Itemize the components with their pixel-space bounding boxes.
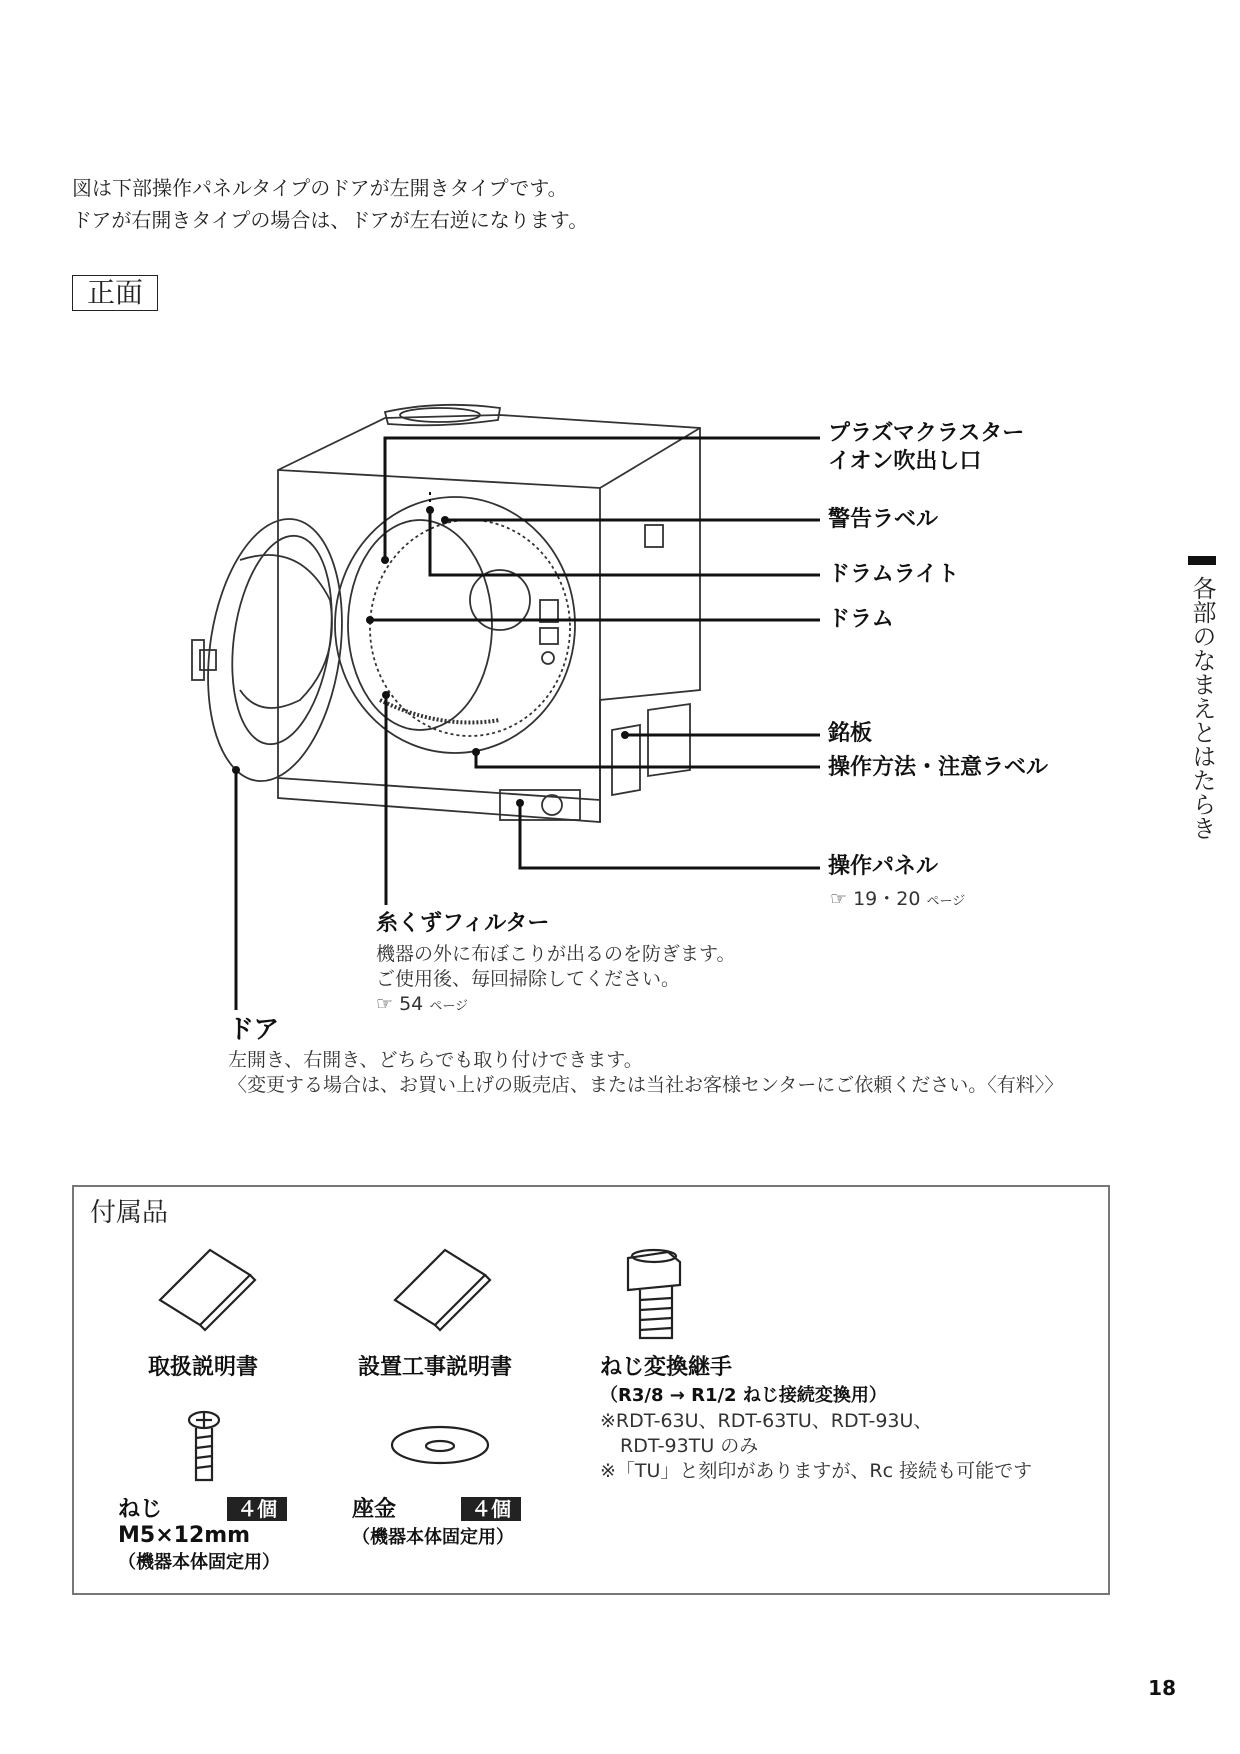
door-desc-line1: 左開き、右開き、どちらでも取り付けできます。 [228,1049,643,1071]
door-desc-line2: 〈変更する場合は、お買い上げの販売店、または当社お客様センターにご依頼ください。〈有料〉〉 [228,1074,1064,1096]
adapter-note-3: ※「TU」と刻印がありますが、Rc 接続も可能です [600,1460,1033,1482]
callout-warning-label: 警告ラベル [828,507,939,532]
accessory-adapter [600,1350,1032,1484]
washer-purpose: （機器本体固定用） [352,1527,514,1548]
intro-line-1: 図は下部操作パネルタイプのドアが左開きタイプです。 [72,176,568,200]
accessory-adapter-sub: （R3/8 → R1/2 ねじ接続変換用） [600,1385,887,1406]
callout-drum-light: ドラムライト [828,562,960,587]
accessory-washer [352,1492,521,1549]
lint-desc-line1: 機器の外に布ぼこりが出るのを防ぎます。 [376,943,736,965]
screw-count-badge: ４個 [227,1497,287,1521]
callout-control-panel: 操作パネル [828,854,939,879]
manual-book-shape [160,1250,250,1325]
pointing-hand-icon: ☞ [376,993,394,1015]
accessory-install-manual-label: 設置工事説明書 [358,1355,513,1380]
callout-plasma-line1: プラズマクラスター [828,421,1025,446]
accessory-manual-label: 取扱説明書 [148,1355,259,1380]
side-tab-title: 各部のなまえとはたらき [1188,576,1216,840]
lint-ref-unit: ページ [429,999,469,1014]
control-panel-ref-unit: ページ [926,894,966,909]
accessories-title: 付属品 [90,1198,169,1228]
accessory-screw [118,1492,287,1574]
accessory-adapter-label: ねじ変換継手 [600,1355,733,1380]
screw-purpose: （機器本体固定用） [118,1552,280,1573]
callout-lint-filter: 糸くずフィルター [376,911,550,936]
adapter-note-2: RDT-93TU のみ [620,1435,759,1457]
page-number: 18 [1148,1676,1176,1700]
washer-count-badge: ４個 [461,1497,521,1521]
pointing-hand-icon: ☞ [830,888,848,910]
lint-desc-line2: ご使用後、毎回掃除してください。 [376,968,681,990]
callout-plasma-line2: イオン吹出し口 [828,449,982,474]
accessory-washer-label: 座金 [352,1497,397,1522]
callout-nameplate: 銘板 [828,721,873,746]
callout-drum: ドラム [828,607,894,632]
callout-door: ドア [228,1015,280,1045]
section-label-front: 正面 [72,275,158,311]
intro-line-2: ドアが右開きタイプの場合は、ドアが左右逆になります。 [72,208,589,232]
screw-size: M5×12mm [118,1523,251,1548]
adapter-note-1: ※RDT-63U、RDT-63TU、RDT-93U、 [600,1410,933,1432]
accessory-screw-label: ねじ [118,1497,163,1522]
callout-operation-label: 操作方法・注意ラベル [828,755,1049,780]
control-panel-ref-pages: 19・20 [853,888,921,910]
lint-ref-page: 54 [399,993,424,1015]
